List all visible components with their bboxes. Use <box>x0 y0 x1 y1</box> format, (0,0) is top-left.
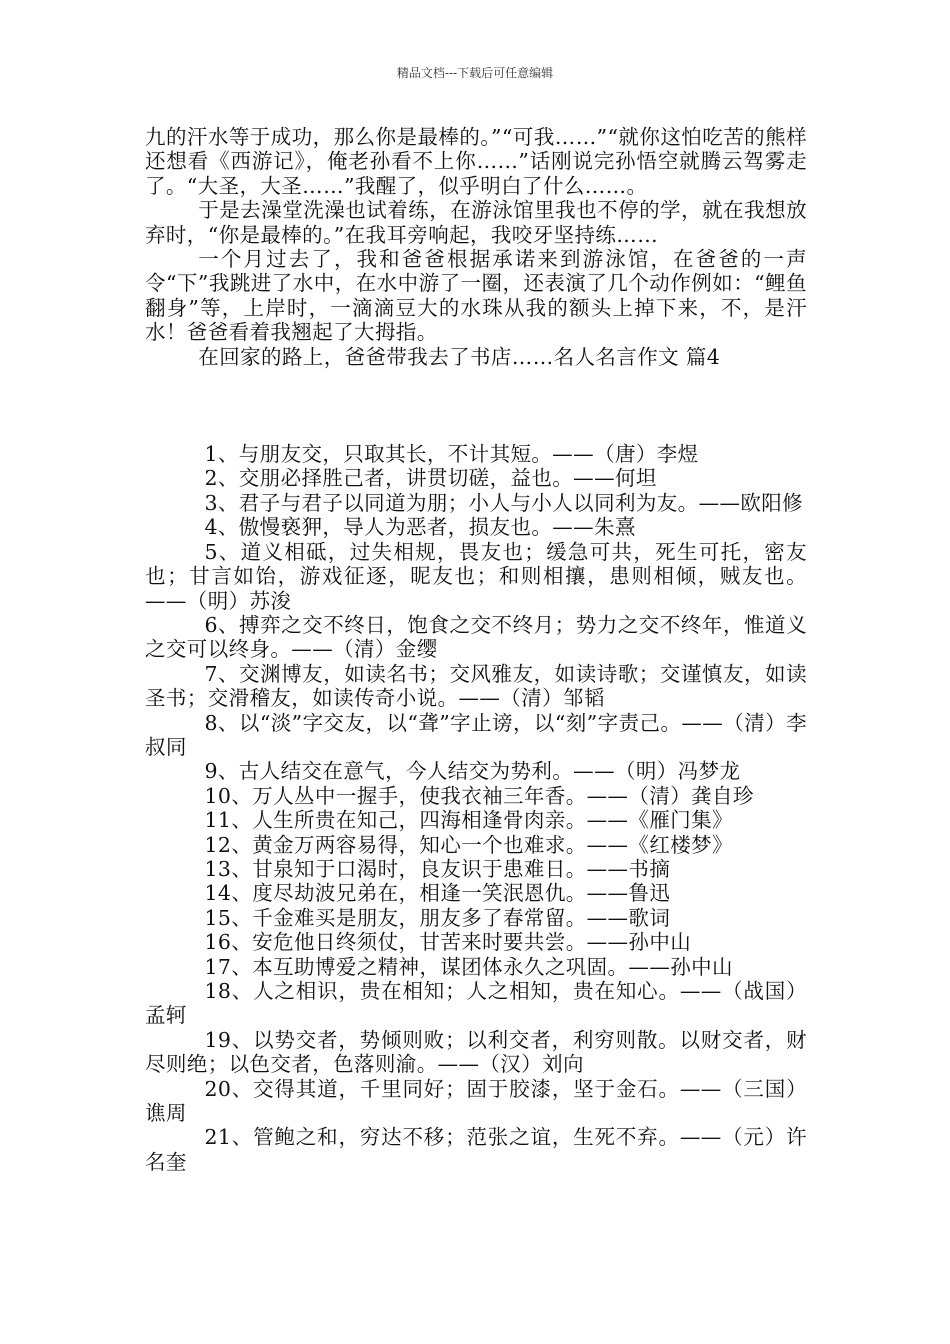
paragraph: 于是去澡堂洗澡也试着练，在游泳馆里我也不停的学，就在我想放弃时，“你是最棒的。”在我耳旁响起，我咬牙坚持练…… <box>145 198 807 247</box>
quote-item: 2、交朋必择胜己者，讲贯切磋，益也。——何坦 <box>204 466 657 491</box>
quote-item: 18、人之相识，贵在相知；人之相知，贵在知心。——（战国）孟轲 <box>145 979 807 1028</box>
quote-item: 6、搏弈之交不终日，饱食之交不终月；势力之交不终年，惟道义之交可以终身。——（清）金缨 <box>145 612 807 662</box>
quote-item: 11、人生所贵在知己，四海相逢骨肉亲。——《雁门集》 <box>204 808 733 833</box>
paragraph: 一个月过去了，我和爸爸根据承诺来到游泳馆，在爸爸的一声令“下”我跳进了水中，在水中游了一圈，还表演了几个动作例如：“鲤鱼翻身”等，上岸时，一滴滴豆大的水珠从我的额头上掉下来，不，是汗水！爸爸看着我翘起了大拇指。 <box>145 247 807 345</box>
quote-item: 10、万人丛中一握手，使我衣袖三年香。——（清）龚自珍 <box>204 783 754 808</box>
quote-item: 4、傲慢亵狎，导人为恶者，损友也。——朱熹 <box>204 515 636 540</box>
quote-item: 20、交得其道，千里同好；固于胶漆，坚于金石。——（三国）谯周 <box>145 1076 807 1126</box>
quote-item: 16、安危他日终须仗，甘苦来时要共尝。——孙中山 <box>204 930 692 955</box>
quote-item: 12、黄金万两容易得，知心一个也难求。——《红楼梦》 <box>204 832 733 857</box>
quote-item: 17、本互助博爱之精神，谋团体永久之巩固。——孙中山 <box>204 954 733 979</box>
quote-item: 1、与朋友交，只取其长，不计其短。——（唐）李煜 <box>204 442 699 467</box>
quote-item: 5、道义相砥，过失相规，畏友也；缓急可共，死生可托，密友也；甘言如饴，游戏征逐，昵友也；和则相攘，患则相倾，贼友也。——（明）苏浚 <box>145 539 807 613</box>
quote-item: 19、以势交者，势倾则败；以利交者，利穷则散。以财交者，财尽则绝；以色交者，色落则渝。——（汉）刘向 <box>145 1027 807 1077</box>
quote-item: 9、古人结交在意气，今人结交为势利。——（明）冯梦龙 <box>204 759 741 784</box>
section-heading-paragraph: 在回家的路上，爸爸带我去了书店……名人名言作文 篇4 <box>198 344 721 369</box>
page-header: 精品文档---下载后可任意编辑 <box>396 66 554 80</box>
quote-item: 13、甘泉知于口渴时，良友识于患难日。——书摘 <box>204 856 671 881</box>
quote-item: 3、君子与君子以同道为朋；小人与小人以同利为友。——欧阳修 <box>204 490 804 515</box>
quote-item: 14、度尽劫波兄弟在，相逢一笑泯恩仇。——鲁迅 <box>204 881 671 906</box>
spacer <box>145 369 807 442</box>
quote-item: 7、交渊博友，如读名书；交风雅友，如读诗歌；交谨慎友，如读圣书；交滑稽友，如读传奇小说。——（清）邹韬 <box>145 661 807 711</box>
quote-item: 8、以“淡”字交友，以“聋”字止谤，以“刻”字责己。——（清）李叔同 <box>145 710 807 759</box>
quote-item: 15、千金难买是朋友，朋友多了春常留。——歌词 <box>204 905 671 930</box>
document-body <box>145 125 807 1174</box>
quote-item: 21、管鲍之和，穷达不移；范张之谊，生死不弃。——（元）许名奎 <box>145 1125 807 1174</box>
paragraph: 九的汗水等于成功，那么你是最棒的。”“可我……”“就你这怕吃苦的熊样还想看《西游记》，俺老孙看不上你……”话刚说完孙悟空就腾云驾雾走了。“大圣，大圣……”我醒了，似乎明白了什么……。 <box>145 125 807 198</box>
